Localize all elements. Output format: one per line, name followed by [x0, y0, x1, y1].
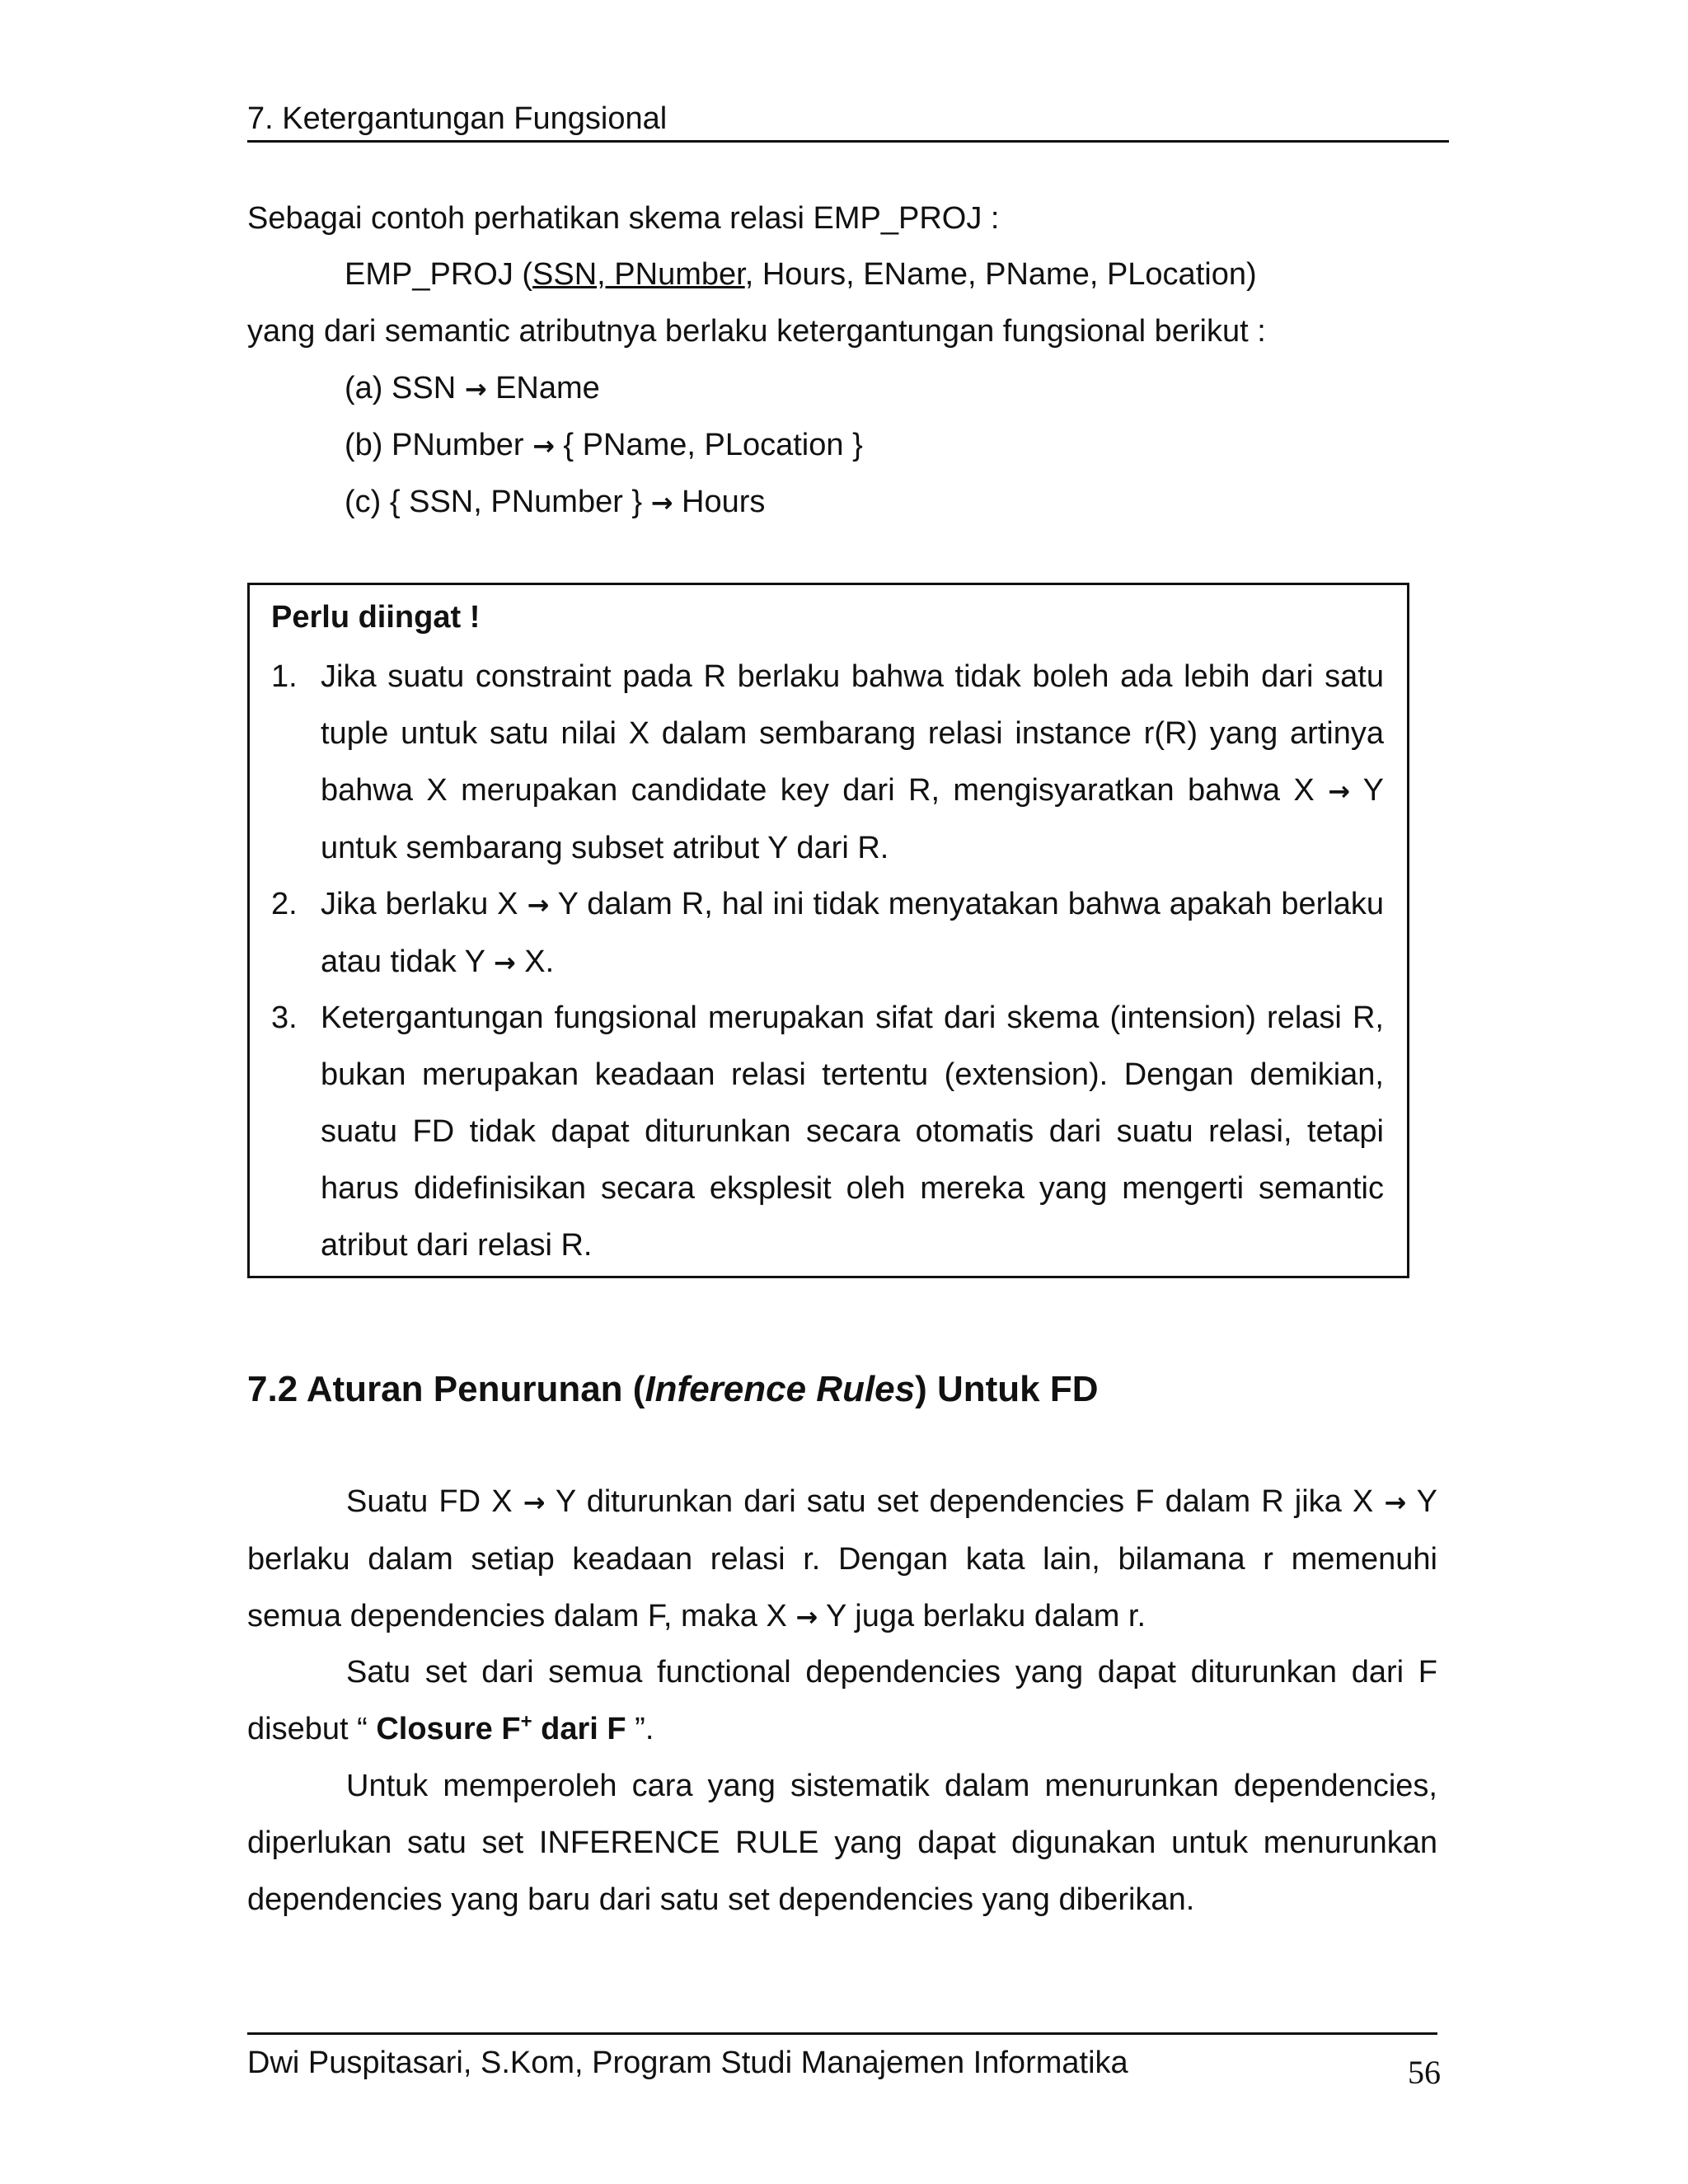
schema-primary-key: SSN, PNumber — [532, 257, 745, 292]
fd-lhs: (c) { SSN, PNumber } — [345, 485, 651, 519]
schema-line — [345, 255, 1257, 293]
closure-term: Closure F — [376, 1712, 521, 1746]
note-item-number: 1. — [271, 659, 298, 694]
note-item-text — [321, 876, 1384, 991]
schema-attributes: , Hours, EName, PName, PLocation) — [744, 257, 1257, 292]
right-arrow-icon: → — [532, 430, 555, 462]
note-item-text — [321, 649, 1384, 877]
section-heading — [247, 1366, 1099, 1413]
heading-italic-part: Inference Rules — [645, 1369, 916, 1409]
footer-author: Dwi Puspitasari, S.Kom, Program Studi Manajemen Informatika — [247, 2046, 1128, 2080]
fd-item — [345, 369, 600, 408]
fd-rhs: EName — [486, 371, 600, 405]
para-text-part: Satu set dari semua functional dependencies yang dapat diturunkan dari F disebut “ — [247, 1655, 1437, 1746]
paragraph — [247, 1758, 1437, 1929]
paragraph — [247, 1474, 1437, 1646]
intro-line: Sebagai contoh perhatikan skema relasi EMP_PROJ : — [247, 201, 1000, 236]
closure-superscript: + — [520, 1710, 532, 1733]
para-text-part: Suatu FD X — [346, 1484, 523, 1519]
running-title: 7. Ketergantungan Fungsional — [247, 101, 668, 136]
para-text-part: ”. — [626, 1712, 654, 1746]
note-title: Perlu diingat ! — [271, 600, 481, 635]
heading-part: 7.2 Aturan Penurunan ( — [247, 1369, 645, 1409]
fd-rhs: { PName, PLocation } — [554, 428, 863, 462]
paragraph — [247, 1644, 1437, 1758]
note-box — [247, 583, 1409, 1278]
page-number: 56 — [1408, 2054, 1441, 2091]
para-text-part: Y berlaku dalam setiap keadaan relasi r. Dengan kata lain, bilamana r memenuhi semua dependencies dalam F, maka X — [247, 1484, 1437, 1633]
note-text-part: Jika suatu constraint pada R berlaku bahwa tidak boleh ada lebih dari satu tuple untuk satu nilai X dalam sembarang relasi instance r(R) yang artinya bahwa X merupakan candidate key dari R, mengisyaratkan bahwa X — [321, 659, 1384, 808]
fd-rhs: Hours — [673, 485, 766, 519]
right-arrow-icon: → — [493, 947, 516, 978]
closure-term: dari F — [532, 1712, 626, 1746]
note-text-part: Y dalam R, hal ini tidak menyatakan bahwa apakah berlaku atau tidak Y — [321, 887, 1384, 979]
fd-item — [345, 426, 863, 465]
right-arrow-icon: → — [523, 1487, 546, 1518]
right-arrow-icon: → — [1328, 776, 1350, 807]
running-header — [247, 97, 1449, 143]
fd-lhs: (b) PNumber — [345, 428, 533, 462]
right-arrow-icon: → — [1384, 1487, 1407, 1518]
right-arrow-icon: → — [464, 373, 487, 405]
para-text-part: Untuk memperoleh cara yang sistematik dalam menurunkan dependencies, diperlukan satu set INFERENCE RULE yang dapat digunakan untuk menurunkan dependencies yang baru dari satu set dependencies yang diberikan. — [247, 1769, 1437, 1917]
fd-item — [345, 483, 765, 522]
right-arrow-icon: → — [795, 1601, 818, 1633]
schema-prefix: EMP_PROJ ( — [345, 257, 533, 292]
right-arrow-icon: → — [650, 487, 673, 518]
footer-divider — [247, 2032, 1437, 2035]
note-item-number: 2. — [271, 887, 298, 921]
note-text-part: Y untuk sembarang subset atribut Y dari R. — [321, 773, 1384, 865]
note-item-number: 3. — [271, 1001, 298, 1035]
fd-lhs: (a) SSN — [345, 371, 465, 405]
para-text-part: Y juga berlaku dalam r. — [818, 1599, 1146, 1633]
para-text-part: Y diturunkan dari satu set dependencies F dalam R jika X — [545, 1484, 1385, 1519]
heading-part: ) Untuk FD — [915, 1369, 1099, 1409]
intro-line: yang dari semantic atributnya berlaku ketergantungan fungsional berikut : — [247, 314, 1266, 349]
note-item-text: Ketergantungan fungsional merupakan sifat dari skema (intension) relasi R, bukan merupakan keadaan relasi tertentu (extension). Dengan demikian, suatu FD tidak dapat diturunkan secara otomatis dari suatu relasi, tetapi harus didefinisikan secara eksplesit oleh mereka yang mengerti semantic atribut dari relasi R. — [321, 1001, 1384, 1263]
note-text-part: X. — [515, 944, 555, 979]
note-text-part: Jika berlaku X — [321, 887, 528, 921]
right-arrow-icon: → — [527, 889, 550, 921]
